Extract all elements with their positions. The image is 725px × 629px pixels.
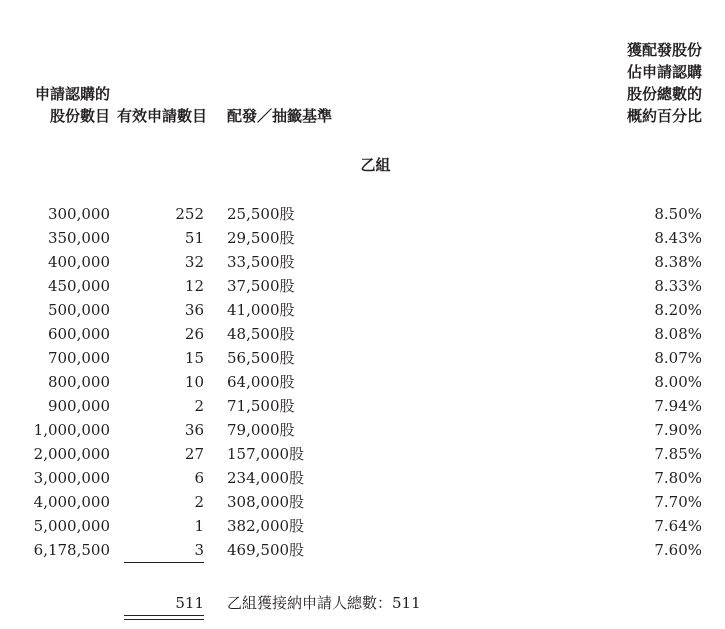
cell-valid-applications: 27: [184, 445, 204, 463]
cell-shares-applied: 900,000: [47, 397, 110, 415]
cell-valid-applications: 26: [184, 325, 204, 343]
header-valid-applications: 有效申請數目: [117, 107, 208, 125]
cell-allocation-percentage: 8.33%: [654, 277, 702, 295]
subtotal-rule: [124, 562, 204, 563]
cell-shares-applied: 5,000,000: [33, 517, 110, 535]
cell-shares-applied: 400,000: [47, 253, 110, 271]
cell-shares-applied: 3,000,000: [33, 469, 110, 487]
header-pct-line2: 佔申請認購: [626, 63, 702, 81]
cell-valid-applications: 36: [184, 301, 204, 319]
cell-valid-applications: 51: [184, 229, 204, 247]
cell-allocation-percentage: 7.60%: [654, 541, 702, 559]
cell-valid-applications: 12: [184, 277, 204, 295]
table-row: [0, 370, 725, 394]
table-row: [0, 274, 725, 298]
cell-allocation-percentage: 8.50%: [654, 205, 702, 223]
cell-allocation-basis: 29,500股: [227, 229, 295, 247]
cell-allocation-percentage: 8.00%: [654, 373, 702, 391]
cell-shares-applied: 450,000: [47, 277, 110, 295]
cell-allocation-basis: 234,000股: [227, 469, 305, 487]
cell-allocation-percentage: 7.94%: [654, 397, 702, 415]
table-row: [0, 322, 725, 346]
total-successful-applicants-note: 乙組獲接納申請人總數：511: [227, 594, 421, 612]
cell-shares-applied: 350,000: [47, 229, 110, 247]
cell-valid-applications: 10: [184, 373, 204, 391]
cell-shares-applied: 500,000: [47, 301, 110, 319]
header-shares-applied: [35, 83, 110, 127]
cell-allocation-basis: 382,000股: [227, 517, 305, 535]
table-row: [0, 346, 725, 370]
cell-shares-applied: 300,000: [47, 205, 110, 223]
table-row: [0, 442, 725, 466]
table-row: [0, 538, 725, 562]
header-allocation-basis: 配發／抽籤基準: [227, 107, 333, 125]
cell-valid-applications: 2: [194, 397, 204, 415]
table-row: [0, 466, 725, 490]
table-row: [0, 418, 725, 442]
header-shares-applied-line1: 申請認購的: [34, 85, 110, 103]
cell-allocation-basis: 79,000股: [227, 421, 295, 439]
cell-allocation-basis: 157,000股: [227, 445, 305, 463]
total-double-rule-top: [124, 615, 204, 616]
cell-allocation-percentage: 8.38%: [654, 253, 702, 271]
cell-allocation-basis: 33,500股: [227, 253, 295, 271]
allocation-table: [0, 202, 725, 562]
header-pct-line4: 概約百分比: [626, 107, 702, 125]
cell-shares-applied: 700,000: [47, 349, 110, 367]
cell-allocation-percentage: 7.85%: [654, 445, 702, 463]
cell-allocation-percentage: 7.80%: [654, 469, 702, 487]
header-shares-applied-line2: 股份數目: [49, 107, 110, 125]
cell-allocation-percentage: 8.08%: [654, 325, 702, 343]
cell-allocation-basis: 308,000股: [227, 493, 305, 511]
table-row: [0, 202, 725, 226]
table-row: [0, 298, 725, 322]
table-row: [0, 226, 725, 250]
cell-valid-applications: 32: [184, 253, 204, 271]
cell-allocation-percentage: 7.64%: [654, 517, 702, 535]
cell-allocation-basis: 64,000股: [227, 373, 295, 391]
cell-valid-applications: 6: [194, 469, 204, 487]
cell-allocation-basis: 56,500股: [227, 349, 295, 367]
table-row: [0, 490, 725, 514]
cell-allocation-percentage: 7.90%: [654, 421, 702, 439]
cell-valid-applications: 1: [194, 517, 204, 535]
cell-allocation-percentage: 8.07%: [654, 349, 702, 367]
cell-shares-applied: 6,178,500: [33, 541, 110, 559]
cell-allocation-basis: 37,500股: [227, 277, 295, 295]
cell-shares-applied: 2,000,000: [33, 445, 110, 463]
total-applications: 511: [175, 594, 204, 612]
cell-valid-applications: 36: [184, 421, 204, 439]
cell-allocation-basis: 41,000股: [227, 301, 295, 319]
cell-shares-applied: 4,000,000: [33, 493, 110, 511]
header-pct-line1: 獲配發股份: [626, 41, 702, 59]
cell-valid-applications: 252: [175, 205, 204, 223]
cell-valid-applications: 15: [184, 349, 204, 367]
table-row: [0, 394, 725, 418]
cell-valid-applications: 2: [194, 493, 204, 511]
cell-allocation-percentage: 7.70%: [654, 493, 702, 511]
cell-shares-applied: 600,000: [47, 325, 110, 343]
cell-shares-applied: 1,000,000: [33, 421, 110, 439]
cell-shares-applied: 800,000: [47, 373, 110, 391]
cell-allocation-basis: 71,500股: [227, 397, 295, 415]
cell-allocation-basis: 469,500股: [227, 541, 305, 559]
total-double-rule-bottom: [124, 619, 204, 620]
cell-allocation-percentage: 8.43%: [654, 229, 702, 247]
header-pct-line3: 股份總數的: [626, 85, 702, 103]
cell-allocation-percentage: 8.20%: [654, 301, 702, 319]
cell-valid-applications: 3: [194, 541, 204, 559]
header-allocation-percentage: [627, 39, 702, 127]
table-row: [0, 250, 725, 274]
pool-title: 乙組: [360, 156, 391, 174]
cell-allocation-basis: 48,500股: [227, 325, 295, 343]
table-row: [0, 514, 725, 538]
cell-allocation-basis: 25,500股: [227, 205, 295, 223]
